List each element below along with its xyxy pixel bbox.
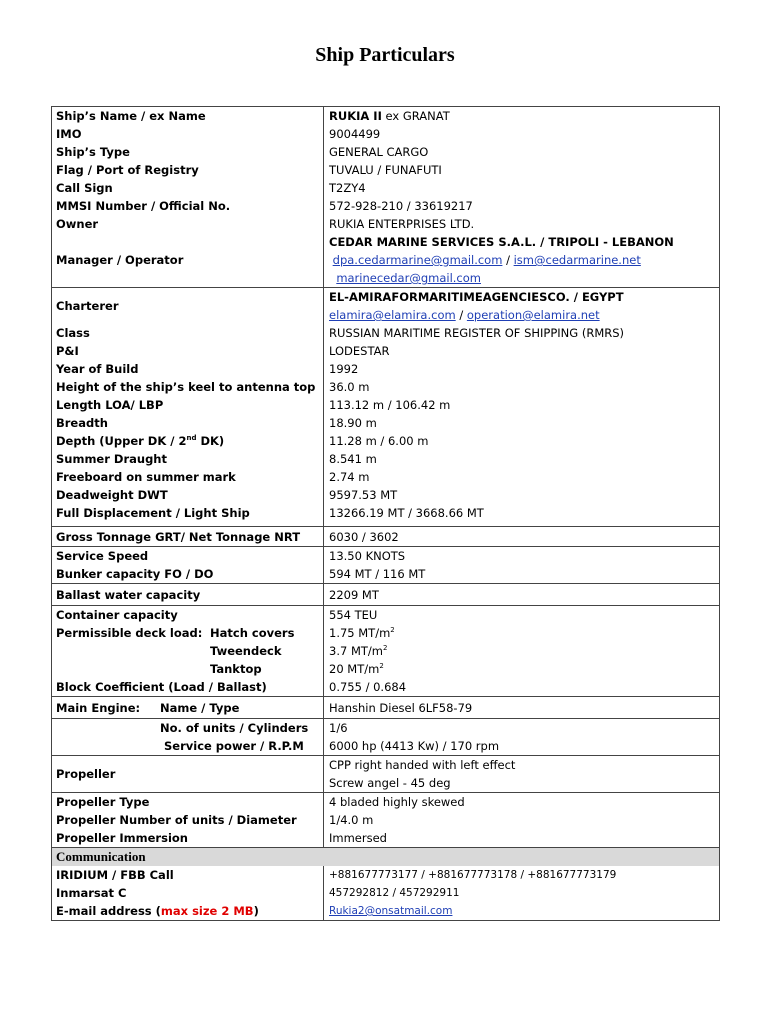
service-speed-value: 13.50 KNOTS (324, 547, 720, 566)
propeller-value-1: CPP right handed with left effect (324, 756, 720, 775)
ship-name-label: Ship’s Name / ex Name (52, 107, 324, 126)
table-row (52, 414, 720, 432)
charterer-value: EL-AMIRAFORMARITIMEAGENCIESCO. / EGYPT (324, 288, 720, 307)
table-row (52, 288, 720, 307)
table-row (52, 811, 720, 829)
max-size-note: max size 2 MB (160, 904, 254, 918)
pi-value: LODESTAR (329, 344, 390, 358)
units-label: No. of units / Cylinders (52, 719, 324, 738)
table-row (52, 179, 720, 197)
breadth-label: Breadth (52, 414, 324, 432)
block-coefficient-value: 0.755 / 0.684 (329, 680, 407, 694)
freeboard-value: 2.74 m (329, 470, 370, 484)
charterer-emails: elamira@elamira.com / operation@elamira.net (329, 308, 600, 322)
table-row (52, 197, 720, 215)
ship-email-link[interactable]: Rukia2@onsatmail.com (329, 905, 453, 917)
displacement-value: 13266.19 MT / 3668.66 MT (329, 506, 484, 520)
table-row (52, 697, 720, 719)
email-value (324, 902, 720, 921)
table-row (52, 678, 720, 697)
bunker-value: 594 MT / 116 MT (329, 567, 426, 581)
main-engine-label: Main Engine: Name / Type (52, 697, 324, 719)
owner-label: Owner (52, 215, 324, 233)
iridium-label: IRIDIUM / FBB Call (52, 866, 324, 884)
displacement-label: Full Displacement / Light Ship (52, 504, 324, 522)
table-row (52, 396, 720, 414)
table-row (52, 161, 720, 179)
breadth-value: 18.90 m (329, 416, 377, 430)
draught-label: Summer Draught (52, 450, 324, 468)
ballast-label: Ballast water capacity (52, 584, 324, 606)
ship-name-value: RUKIA II ex GRANAT (329, 109, 450, 123)
mmsi-label: MMSI Number / Official No. (52, 197, 324, 215)
year-of-build-value: 1992 (329, 362, 359, 376)
imo-label: IMO (52, 125, 324, 143)
height-label: Height of the ship’s keel to antenna top (52, 378, 324, 396)
table-row (52, 737, 720, 756)
propeller-type-value: 4 bladed highly skewed (324, 793, 720, 812)
table-row (52, 547, 720, 566)
year-of-build-label: Year of Build (52, 360, 324, 378)
length-label: Length LOA/ LBP (52, 396, 324, 414)
ballast-value: 2209 MT (324, 584, 720, 606)
class-label: Class (52, 324, 324, 342)
imo-value: 9004499 (329, 127, 381, 141)
table-row (52, 450, 720, 468)
manager-emails: dpa.cedarmarine@gmail.com / ism@cedarmarine.net (332, 253, 641, 267)
manager-email-row-2 (324, 269, 720, 288)
table-row (52, 584, 720, 606)
pi-label: P&I (52, 342, 324, 360)
ship-type-value: GENERAL CARGO (329, 145, 429, 159)
table-row (52, 660, 720, 678)
tanktop-value: 20 $MT/m^2$ (329, 662, 384, 676)
table-row (52, 793, 720, 812)
table-row (52, 360, 720, 378)
service-power-value: 6000 hp (4413 Kw) / 170 rpm (329, 739, 500, 753)
tweendeck-label: Tweendeck (52, 642, 324, 660)
page-title: Ship Particulars (315, 44, 455, 66)
owner-value: RUKIA ENTERPRISES LTD. (329, 217, 475, 231)
service-speed-label: Service Speed (52, 547, 324, 566)
propeller-number-label: Propeller Number of units / Diameter (52, 811, 324, 829)
table-row (52, 527, 720, 547)
height-value: 36.0 m (329, 380, 370, 394)
table-row (52, 866, 720, 884)
charterer-email-link-2[interactable]: operation@elamira.net (466, 308, 600, 322)
manager-email-link-2[interactable]: ism@cedarmarine.net (513, 253, 641, 267)
propeller-number-value: 1/4.0 m (329, 813, 374, 827)
table-row (52, 233, 720, 251)
ship-particulars-table (51, 106, 720, 921)
length-value: 113.12 m / 106.42 m (329, 398, 451, 412)
depth-label: Depth (Upper DK / 2nd DK) (52, 432, 324, 450)
hatch-covers-value: 1.75 $MT/m^2$ (329, 626, 395, 640)
block-coefficient-label: Block Coefficient (Load / Ballast) (52, 678, 324, 697)
table-row (52, 606, 720, 625)
tonnage-value: 6030 / 3602 (324, 527, 720, 547)
table-row (52, 756, 720, 775)
draught-value: 8.541 m (329, 452, 377, 466)
ship-type-label: Ship’s Type (52, 143, 324, 161)
charterer-email-link-1[interactable]: elamira@elamira.com (329, 308, 456, 322)
depth-value: 11.28 m / 6.00 m (329, 434, 429, 448)
table-row (52, 504, 720, 522)
communication-section-header (52, 848, 720, 867)
manager-value: CEDAR MARINE SERVICES S.A.L. / TRIPOLI - LEBANON (329, 235, 674, 249)
table-row (52, 107, 720, 126)
table-row (52, 378, 720, 396)
flag-value: TUVALU / FUNAFUTI (329, 163, 442, 177)
propeller-immersion-value: Immersed (329, 831, 387, 845)
table-row (52, 432, 720, 450)
mmsi-value: 572-928-210 / 33619217 (329, 199, 473, 213)
table-row (52, 215, 720, 233)
table-row (52, 486, 720, 504)
container-label: Container capacity (52, 606, 324, 625)
charterer-label: Charterer (52, 288, 324, 325)
call-sign-value: T2ZY4 (329, 181, 366, 195)
table-row (52, 125, 720, 143)
tonnage-label: Gross Tonnage GRT/ Net Tonnage NRT (52, 527, 324, 547)
main-engine-value: Hanshin Diesel 6LF58-79 (324, 697, 720, 719)
manager-label: Manager / Operator (52, 233, 324, 288)
table-row (52, 565, 720, 584)
table-row (52, 624, 720, 642)
tanktop-label: Tanktop (52, 660, 324, 678)
call-sign-label: Call Sign (52, 179, 324, 197)
table-row (52, 468, 720, 486)
manager-email-link-3[interactable]: marinecedar@gmail.com (336, 271, 481, 285)
inmarsat-label: Inmarsat C (52, 884, 324, 902)
inmarsat-value: 457292812 / 457292911 (329, 887, 460, 899)
deadweight-value: 9597.53 MT (329, 488, 398, 502)
manager-email-link-1[interactable]: dpa.cedarmarine@gmail.com (332, 253, 503, 267)
propeller-immersion-label: Propeller Immersion (52, 829, 324, 848)
table-row (52, 902, 720, 921)
communication-heading: Communication (52, 848, 720, 867)
propeller-label: Propeller (52, 756, 324, 793)
propeller-type-label: Propeller Type (52, 793, 324, 812)
email-label: E-mail address (max size 2 MB) (52, 902, 324, 921)
table-row (52, 719, 720, 738)
propeller-value-2: Screw angel - 45 deg (329, 776, 451, 790)
service-power-label: Service power / R.P.M (52, 737, 324, 756)
freeboard-label: Freeboard on summer mark (52, 468, 324, 486)
deck-load-label: Permissible deck load: Hatch covers (52, 624, 324, 642)
tweendeck-value: 3.7 $MT/m^2$ (329, 644, 388, 658)
units-value: 1/6 (324, 719, 720, 738)
table-row (52, 829, 720, 848)
table-row (52, 324, 720, 342)
table-row (52, 342, 720, 360)
table-row (52, 642, 720, 660)
table-row (52, 884, 720, 902)
table-row (52, 143, 720, 161)
class-value: RUSSIAN MARITIME REGISTER OF SHIPPING (RMRS) (329, 326, 625, 340)
bunker-label: Bunker capacity FO / DO (52, 565, 324, 584)
deadweight-label: Deadweight DWT (52, 486, 324, 504)
container-value: 554 TEU (324, 606, 720, 625)
iridium-value: +881677773177 / +881677773178 / +881677773179 (329, 869, 617, 881)
flag-label: Flag / Port of Registry (52, 161, 324, 179)
